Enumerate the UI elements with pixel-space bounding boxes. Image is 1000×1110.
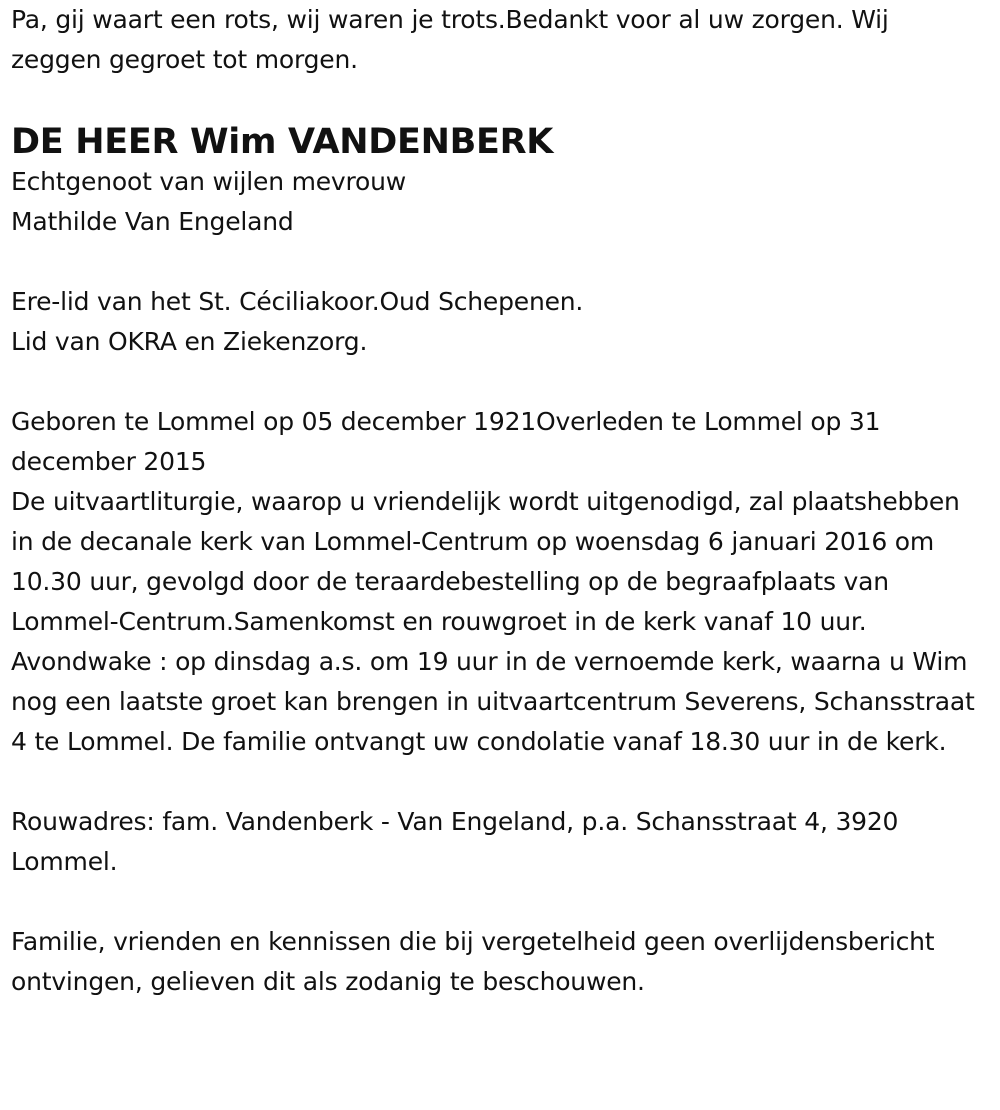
birth-death-dates: Geboren te Lommel op 05 december 1921Overleden te Lommel op 31 december 2015 bbox=[11, 407, 881, 476]
spacer bbox=[11, 762, 986, 802]
mourning-address: Rouwadres: fam. Vandenberk - Van Engeland, p.a. Schansstraat 4, 3920 Lommel. bbox=[11, 807, 899, 876]
closing-notice: Familie, vrienden en kennissen die bij vergetelheid geen overlijdensbericht ontvingen, gelieven dit als zodanig te beschouwen. bbox=[11, 927, 935, 996]
wake-details: Avondwake : op dinsdag a.s. om 19 uur in de vernoemde kerk, waarna u Wim nog een laatste groet kan brengen in uitvaartcentrum Severens, Schansstraat 4 te Lommel. De familie ontvangt uw condolatie vanaf 18.30 uur in de kerk. bbox=[11, 647, 975, 756]
spacer bbox=[11, 362, 986, 402]
spouse-text bbox=[11, 162, 986, 242]
membership-line-2: Lid van OKRA en Ziekenzorg. bbox=[11, 327, 368, 356]
funeral-details: De uitvaartliturgie, waarop u vriendelijk wordt uitgenodigd, zal plaatshebben in de decanale kerk van Lommel-Centrum op woensdag 6 januari 2016 om 10.30 uur, gevolgd door de teraardebestelling op de begraafplaats van Lommel-Centrum.Samenkomst en rouwgroet in de kerk vanaf 10 uur. bbox=[11, 487, 960, 636]
memberships-text bbox=[11, 282, 986, 362]
deceased-name: DE HEER Wim VANDENBERK bbox=[11, 122, 554, 162]
spacer bbox=[11, 80, 986, 122]
spacer bbox=[11, 882, 986, 922]
membership-line-1: Ere-lid van het St. Céciliakoor.Oud Schepenen. bbox=[11, 287, 584, 316]
motto-text: Pa, gij waart een rots, wij waren je trots.Bedankt voor al uw zorgen. Wij zeggen gegroet tot morgen. bbox=[11, 5, 889, 74]
obituary-notice bbox=[11, 0, 986, 1002]
spacer bbox=[11, 242, 986, 282]
spouse-line-2: Mathilde Van Engeland bbox=[11, 207, 294, 236]
spouse-line-1: Echtgenoot van wijlen mevrouw bbox=[11, 167, 407, 196]
